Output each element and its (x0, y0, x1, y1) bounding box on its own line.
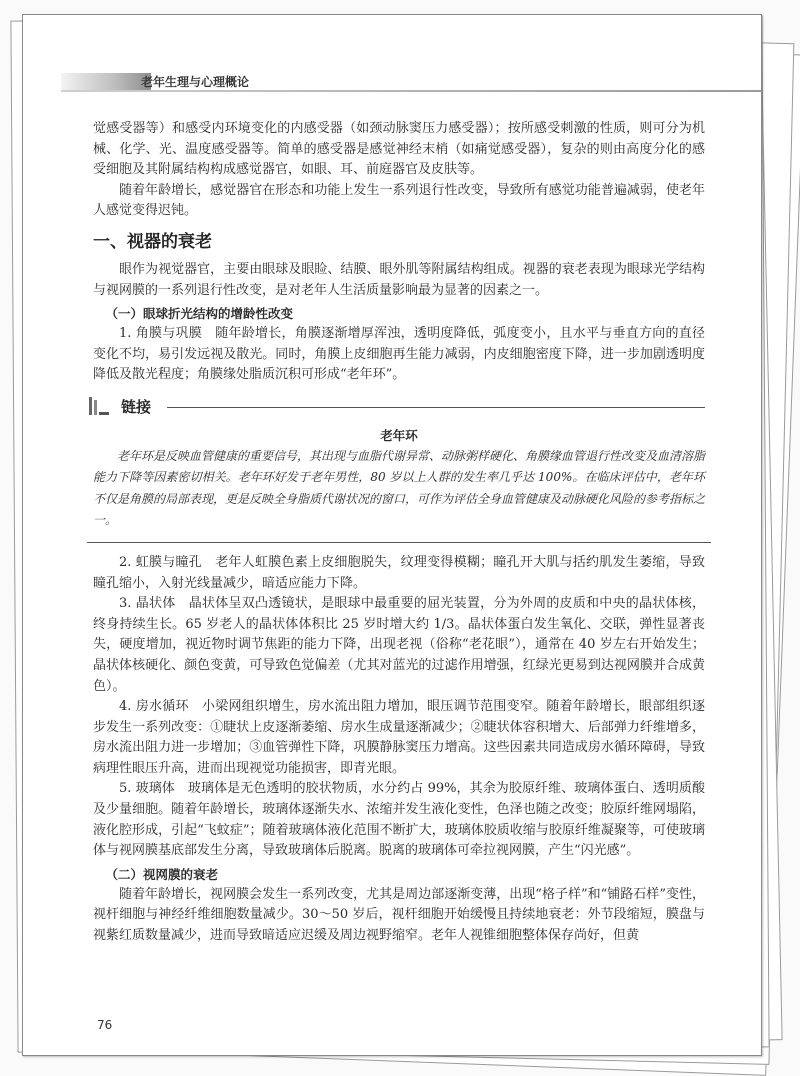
book-page (22, 14, 762, 1056)
page-content (93, 119, 705, 947)
paragraph: 眼作为视觉器官，主要由眼球及眼睑、结膜、眼外肌等附属结构组成。视器的衰老表现为眼球光学结构与视网膜的一系列退行性改变，是对老年人生活质量影响最为显著的因素之一。 (93, 261, 705, 298)
link-box-title: 老年环 (380, 427, 418, 443)
subsection-heading: （一）眼球折光结构的增龄性改变 (105, 306, 294, 322)
paragraph: 4. 房水循环 小梁网组织增生，房水流出阻力增加，眼压调节范围变窄。随着年龄增长，眼部组织逐步发生一系列改变：①睫状上皮逐渐萎缩、房水生成量逐渐减少；②睫状体容积增大、后部弹力纤维增多，房水流出阻力进一步增加；③血管弹性下降，巩膜静脉窦压力增高。这些因素共同造成房水循环障碍，导致病理性眼压升高，进而出现视觉功能损害，即青光眼。 (93, 699, 705, 776)
paragraph: 随着年龄增长，感觉器官在形态和功能上发生一系列退行性改变，导致所有感觉功能普遍减弱，使老年人感觉变得迟钝。 (93, 182, 705, 219)
link-box-text: 老年环是反映血管健康的重要信号，其出现与血脂代谢异常、动脉粥样硬化、角膜缘血管退行性改变及血清溶脂能力下降等因素密切相关。老年环好发于老年男性，80 岁以上人群的发生率几乎达 100%。在临床评估中，老年环不仅是角膜的局部表现，更是反映全身脂质代谢状况的窗口，可作为评估全身血管健康及动脉硬化风险的参考指标之一。 (93, 448, 706, 528)
paragraph: 5. 玻璃体 玻璃体是无色透明的胶状物质，水分约占 99%，其余为胶原纤维、玻璃体蛋白、透明质酸及少量细胞。随着年龄增长，玻璃体逐渐失水、浓缩并发生液化变性，色泽也随之改变；胶原纤维网塌陷，液化腔形成，引起“飞蚊症”；随着玻璃体液化范围不断扩大，玻璃体胶质收缩与胶原纤维凝聚等，可使玻璃体与视网膜基底部发生分离，导致玻璃体后脱离。脱离的玻璃体可牵拉视网膜，产生“闪光感”。 (93, 781, 705, 859)
header-gradient-bar (61, 73, 151, 91)
link-label: 链接 (121, 397, 152, 416)
paragraph: 2. 虹膜与瞳孔 老年人虹膜色素上皮细胞脱失，纹理变得模糊；瞳孔开大肌与括约肌发生萎缩，导致瞳孔缩小，入射光线量减少，暗适应能力下降。 (93, 554, 705, 591)
running-header (23, 71, 761, 93)
paragraph: 觉感受器等）和感受内环境变化的内感受器（如颈动脉窦压力感受器）；按所感受刺激的性质，则可分为机械、化学、光、温度感受器等。简单的感受器是感觉神经末梢（如痛觉感受器），复杂的则由高度分化的感受细胞及其附属结构构成感觉器官，如眼、耳、前庭器官及皮肤等。 (93, 121, 705, 178)
page-number: 76 (97, 1018, 113, 1032)
link-box-header (87, 392, 705, 422)
link-top-rule (167, 407, 705, 408)
book-link-icon (87, 394, 111, 418)
section-heading: 一、视器的衰老 (93, 231, 212, 252)
link-bottom-rule (87, 542, 711, 543)
subsection-heading: （二）视网膜的衰老 (105, 866, 219, 882)
paragraph: 3. 晶状体 晶状体呈双凸透镜状，是眼球中最重要的屈光装置，分为外周的皮质和中央的晶状体核，终身持续生长。65 岁老人的晶状体体积比 25 岁时增大约 1/3。晶状体蛋白发生氧化、交联，弹性显著丧失，硬度增加，视近物时调节焦距的能力下降，出现老视（俗称“老花眼”），通常在 40 岁左右开始发生；晶状体核硬化、颜色变黄，可导致色觉偏差（尤其对蓝光的过滤作用增强，红绿光更易到达视网膜并合成黄色）。 (93, 596, 705, 694)
paragraph: 1. 角膜与巩膜 随年龄增长，角膜逐渐增厚浑浊，透明度降低，弧度变小，且水平与垂直方向的直径变化不均，易引发远视及散光。同时，角膜上皮细胞再生能力减弱，内皮细胞密度下降，进一步加剧透明度降低及散光程度；角膜缘处脂质沉积可形成“老年环”。 (93, 326, 705, 383)
header-title: 老年生理与心理概论 (141, 75, 250, 89)
paragraph: 随着年龄增长，视网膜会发生一系列改变，尤其是周边部逐渐变薄，出现“格子样”和“铺路石样”变性，视杆细胞与神经纤维细胞数量减少。30～50 岁后，视杆细胞开始缓慢且持续地衰老：外节段缩短，膜盘与视紫红质数量减少，进而导致暗适应迟缓及周边视野缩窄。老年人视锥细胞整体保存尚好，但黄 (93, 886, 705, 944)
header-rule (61, 90, 761, 92)
